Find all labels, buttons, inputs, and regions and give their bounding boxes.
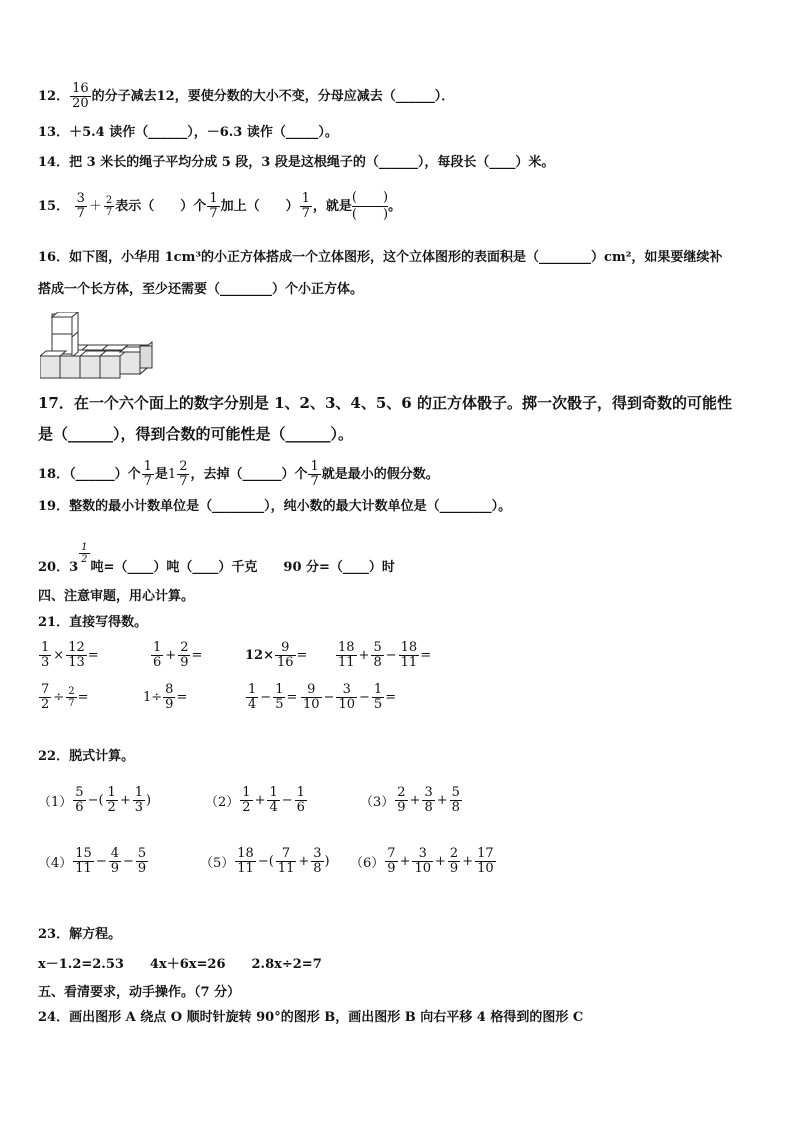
question-19: 19．整数的最小计数单位是（________），纯小数的最大计数单位是（________）。: [38, 499, 512, 514]
question-17-line1: 17．在一个六个面上的数字分别是 1、2、3、4、5、6 的正方体骰子。掷一次骰子，得到奇数的可能性: [38, 394, 732, 412]
question-13: 13．＋5.4 读作（______），－6.3 读作（_____）。: [38, 125, 338, 140]
question-23-equations: x－1.2=2.53 4x＋6x=26 2.8x÷2=7: [38, 957, 322, 972]
q22-item-2: （2） $\frac{1}{2}$ + $\frac{1}{4}$ − $\frac{1}{6}$: [205, 785, 305, 815]
section-5-heading: 五、看清要求，动手操作。（7 分）: [38, 985, 241, 1000]
fraction: $\frac{1}{7}$: [310, 459, 319, 489]
question-14: 14．把 3 米长的绳子平均分成 5 段，3 段是这根绳子的（______），每段长（____）米。: [38, 155, 555, 170]
question-23-title: 23．解方程。: [38, 927, 122, 942]
blank-fraction: $\frac{( )}{( )}$: [351, 190, 389, 222]
fraction: $\frac{1}{7}$: [301, 191, 310, 221]
q21-item-8: $\frac{9}{10}$ − $\frac{3}{10}$ − $\frac{1}{5}$ =: [303, 682, 397, 712]
q21-item-5: $\frac{7}{2}$ ÷ $\frac{2}{7}$ =: [41, 682, 89, 712]
q21-item-1: $\frac{1}{3}$ × $\frac{12}{13}$ =: [41, 640, 99, 670]
q21-item-3: 12× $\frac{9}{16}$ =: [245, 640, 308, 670]
question-22-title: 22．脱式计算。: [38, 749, 135, 764]
question-15: 15． $\frac{3}{7}$ ＋ $\frac{2}{7}$ 表示（ ）个 $\frac{1}{7}$ 加上（ ） $\frac{1}{7}$ ，就是 $\frac{( )}{( )}$ 。: [38, 190, 402, 222]
question-16-line2: 搭成一个长方体，至少还需要（________）个小正方体。: [38, 282, 364, 297]
section-4-heading: 四、注意审题，用心计算。: [38, 589, 195, 604]
q22-item-6: （6） $\frac{7}{9}$ + $\frac{3}{10}$ + $\frac{2}{9}$ + $\frac{17}{10}$: [350, 846, 494, 876]
q22-item-3: （3） $\frac{2}{9}$ + $\frac{3}{8}$ + $\frac{5}{8}$: [360, 785, 460, 815]
fraction: $\frac{2}{7}$: [179, 459, 188, 489]
fraction: $\frac{16}{20}$: [72, 81, 89, 111]
q21-item-2: $\frac{1}{6}$ + $\frac{2}{9}$ =: [153, 640, 203, 670]
q22-item-5: （5） $\frac{18}{11}$ −( $\frac{7}{11}$ + $\frac{3}{8}$ ): [200, 846, 330, 876]
fraction: $\frac{1}{7}$: [209, 191, 218, 221]
q21-item-4: $\frac{18}{11}$ + $\frac{5}{8}$ − $\frac{18}{11}$ =: [338, 640, 432, 670]
question-18: 18．（______）个 $\frac{1}{7}$ 是 1 $\frac{2}{7}$ ，去掉（______）个 $\frac{1}{7}$ 就是最小的假分数。: [38, 459, 439, 489]
fraction: $\frac{3}{7}$: [76, 191, 85, 221]
mixed-number: 3 $\frac{1}{2}$: [69, 542, 88, 575]
question-24: 24．画出图形 A 绕点 O 顺时针旋转 90°的图形 B，画出图形 B 向右平移 4 格得到的图形 C: [38, 1010, 584, 1025]
question-16-line1: 16．如下图，小华用 1cm³的小正方体搭成一个立体图形，这个立体图形的表面积是（________）cm²，如果要继续补: [38, 250, 723, 265]
question-21-title: 21．直接写得数。: [38, 615, 148, 630]
q22-item-4: （4） $\frac{15}{11}$ − $\frac{4}{9}$ − $\frac{5}{9}$: [38, 846, 147, 876]
mixed-number: 1 $\frac{2}{7}$: [167, 459, 188, 489]
q21-item-7: $\frac{1}{4}$ − $\frac{1}{5}$ =: [248, 682, 298, 712]
fraction: $\frac{1}{2}$: [81, 542, 88, 565]
question-17-line2: 是（______），得到合数的可能性是（______）。: [38, 425, 354, 443]
question-20: 20． 3 $\frac{1}{2}$ 吨=（____）吨（____）千克 90 分=（____）时: [38, 556, 395, 579]
cube-figure: [40, 312, 160, 382]
q21-item-6: 1÷ $\frac{8}{9}$ =: [143, 682, 188, 712]
fraction: $\frac{1}{7}$: [143, 459, 152, 489]
fraction: $\frac{2}{7}$: [105, 195, 113, 218]
question-12: 12． $\frac{16}{20}$ 的分子减去12，要使分数的大小不变，分母应减去（______）．: [38, 81, 455, 111]
q22-item-1: （1） $\frac{5}{6}$ −( $\frac{1}{2}$ + $\frac{1}{3}$ ): [38, 785, 152, 815]
